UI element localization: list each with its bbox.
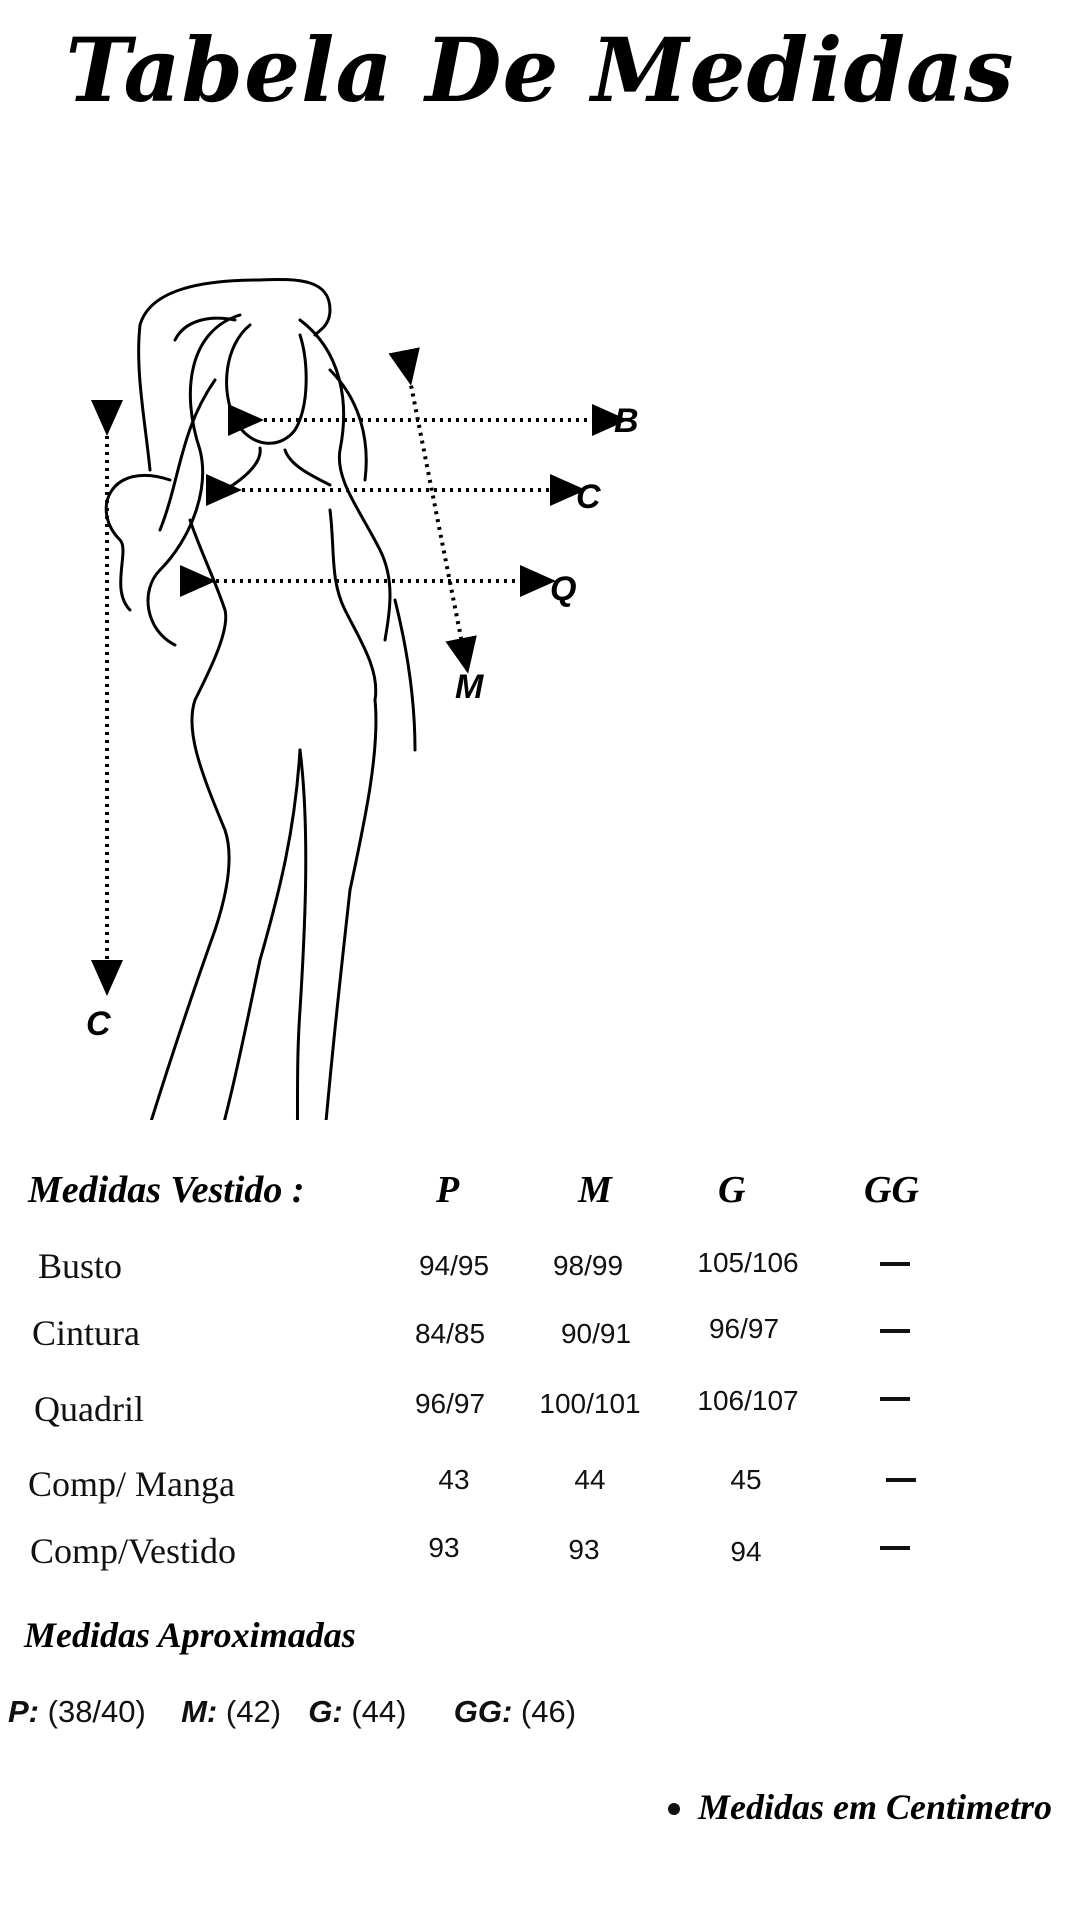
column-header-p: P xyxy=(436,1169,460,1211)
size-value-g: (44) xyxy=(351,1694,407,1729)
length-label: C xyxy=(86,1005,111,1043)
cell-manga-g: 45 xyxy=(730,1464,762,1495)
cell-quadril-m: 100/101 xyxy=(539,1388,641,1419)
cell-cintura-gg-empty xyxy=(880,1329,910,1333)
size-key-g: G: xyxy=(308,1694,343,1729)
cell-quadril-gg-empty xyxy=(880,1397,910,1401)
size-value-p: (38/40) xyxy=(47,1694,146,1729)
row-label-comp-vestido: Comp/Vestido xyxy=(30,1531,237,1571)
body-silhouette-illustration xyxy=(0,130,720,1120)
cell-quadril-p: 96/97 xyxy=(414,1388,486,1419)
cell-busto-p: 94/95 xyxy=(418,1250,490,1281)
size-key-m: M: xyxy=(181,1694,218,1729)
cell-vestido-gg-empty xyxy=(880,1546,910,1550)
hip-label: Q xyxy=(550,570,577,608)
column-header-g: G xyxy=(718,1169,746,1211)
sleeve-label: M xyxy=(455,668,484,706)
bullet-icon xyxy=(668,1803,680,1815)
cell-busto-gg-empty xyxy=(880,1262,910,1266)
row-label-busto: Busto xyxy=(38,1246,123,1286)
column-header-gg: GG xyxy=(864,1169,919,1211)
table-heading: Medidas Vestido : xyxy=(28,1169,305,1211)
bust-label: B xyxy=(614,402,639,440)
size-value-gg: (46) xyxy=(520,1694,577,1729)
row-label-cintura: Cintura xyxy=(32,1313,140,1353)
size-key-gg: GG: xyxy=(453,1694,513,1729)
approx-sizes-line xyxy=(8,1694,576,1730)
page-title: Tabela De Medidas xyxy=(65,18,1015,122)
size-value-m: (42) xyxy=(225,1694,282,1729)
cell-cintura-m: 90/91 xyxy=(560,1318,632,1349)
waist-label: C xyxy=(576,478,601,516)
approx-heading: Medidas Aproximadas xyxy=(24,1615,356,1655)
footer-note: Medidas em Centimetro xyxy=(698,1787,1052,1827)
cell-cintura-p: 84/85 xyxy=(414,1318,486,1349)
cell-busto-m: 98/99 xyxy=(552,1250,624,1281)
cell-manga-p: 43 xyxy=(438,1464,470,1495)
row-label-comp-manga: Comp/ Manga xyxy=(28,1464,235,1504)
cell-busto-g: 105/106 xyxy=(697,1247,799,1278)
cell-vestido-p: 93 xyxy=(428,1532,460,1563)
cell-manga-gg-empty xyxy=(886,1478,916,1482)
size-key-p: P: xyxy=(8,1694,39,1729)
column-header-m: M xyxy=(578,1169,612,1211)
cell-manga-m: 44 xyxy=(574,1464,606,1495)
cell-vestido-m: 93 xyxy=(568,1534,600,1565)
cell-quadril-g: 106/107 xyxy=(697,1385,799,1416)
row-label-quadril: Quadril xyxy=(34,1389,144,1429)
cell-vestido-g: 94 xyxy=(730,1536,762,1567)
cell-cintura-g: 96/97 xyxy=(708,1313,780,1344)
